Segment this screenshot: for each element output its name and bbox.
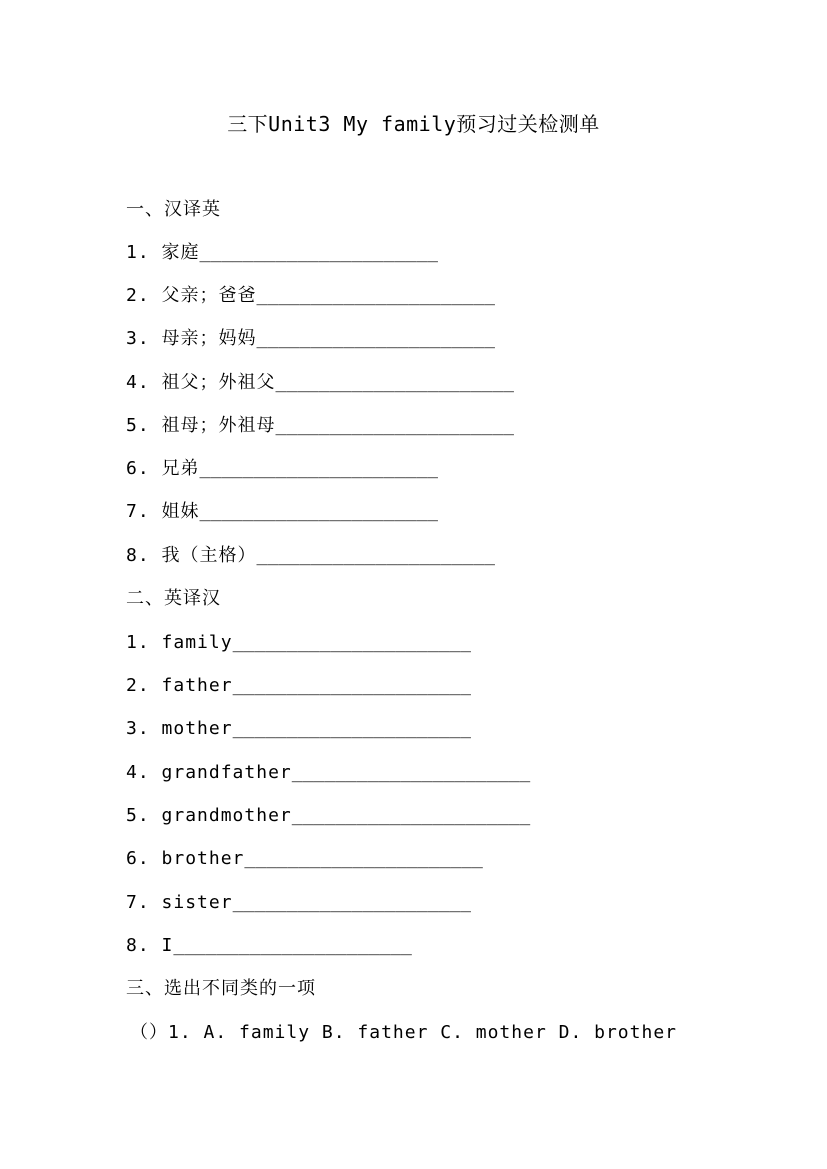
answer-blank[interactable]: ______________________ xyxy=(275,372,514,393)
list-item xyxy=(126,673,471,699)
item-number: 4. xyxy=(126,372,150,393)
item-prompt: sister xyxy=(161,892,233,913)
answer-blank[interactable]: ______________________ xyxy=(232,675,471,696)
item-number: 2. xyxy=(126,675,150,696)
item-prompt: family xyxy=(161,632,233,653)
list-item xyxy=(126,760,530,786)
item-number: 2. xyxy=(126,285,150,306)
item-prompt: 我（主格） xyxy=(161,545,257,566)
answer-blank[interactable]: ______________________ xyxy=(232,718,471,739)
answer-blank[interactable]: ______________________ xyxy=(199,458,438,479)
item-number: 7. xyxy=(126,501,150,522)
item-prompt: 姐妹 xyxy=(161,501,200,522)
answer-blank[interactable]: ______________________ xyxy=(256,545,495,566)
answer-blank[interactable]: ______________________ xyxy=(256,328,495,349)
item-prompt: 兄弟 xyxy=(161,458,200,479)
list-item xyxy=(126,846,483,872)
answer-blank[interactable]: ______________________ xyxy=(173,935,412,956)
item-prompt: grandmother xyxy=(161,805,292,826)
list-item xyxy=(126,499,438,525)
item-prompt: father xyxy=(161,675,233,696)
list-item xyxy=(126,803,530,829)
item-number: 5. xyxy=(126,415,150,436)
item-number: 6. xyxy=(126,458,150,479)
list-item xyxy=(126,933,412,959)
answer-blank[interactable]: ______________________ xyxy=(232,632,471,653)
item-number: 8. xyxy=(126,545,150,566)
item-prompt: grandfather xyxy=(161,762,292,783)
section1-heading: 一、汉译英 xyxy=(126,199,221,220)
list-item xyxy=(126,543,495,569)
item-prompt: 祖母；外祖母 xyxy=(161,415,276,436)
item-number: 6. xyxy=(126,848,150,869)
list-item xyxy=(126,630,471,656)
answer-blank[interactable]: ______________________ xyxy=(244,848,483,869)
item-prompt: I xyxy=(161,935,174,956)
answer-blank[interactable]: ______________________ xyxy=(232,892,471,913)
item-number: 8. xyxy=(126,935,150,956)
answer-blank[interactable]: ______________________ xyxy=(275,415,514,436)
item-prompt: 祖父；外祖父 xyxy=(161,372,276,393)
item-number: 3. xyxy=(126,718,150,739)
item-number: 4. xyxy=(126,762,150,783)
item-prompt: 父亲；爸爸 xyxy=(161,285,257,306)
list-item xyxy=(126,716,471,742)
answer-blank[interactable]: ______________________ xyxy=(291,805,531,826)
item-number: 3. xyxy=(126,328,150,349)
item-prompt: brother xyxy=(161,848,245,869)
page-title: 三下Unit3 My family预习过关检测单 xyxy=(227,112,600,136)
section2-heading: 二、英译汉 xyxy=(126,588,221,609)
item-number: 1. xyxy=(126,242,150,263)
item-prompt: 母亲；妈妈 xyxy=(161,328,257,349)
item-prompt: mother xyxy=(161,718,233,739)
list-item xyxy=(126,413,514,439)
list-item xyxy=(126,456,438,482)
answer-blank[interactable]: ______________________ xyxy=(256,285,495,306)
answer-blank[interactable]: ______________________ xyxy=(291,762,531,783)
item-prompt: 家庭 xyxy=(161,242,200,263)
list-item xyxy=(126,283,495,309)
answer-blank[interactable]: ______________________ xyxy=(199,501,438,522)
item-number: 5. xyxy=(126,805,150,826)
list-item xyxy=(126,370,514,396)
list-item xyxy=(126,326,495,352)
item-number: 1. xyxy=(126,632,150,653)
answer-blank[interactable]: ______________________ xyxy=(199,242,438,263)
section3-heading: 三、选出不同类的一项 xyxy=(126,978,316,999)
question-item: （）1. A. family B. father C. mother D. brother xyxy=(130,1022,677,1043)
list-item xyxy=(126,240,438,266)
list-item xyxy=(126,890,471,916)
item-number: 7. xyxy=(126,892,150,913)
